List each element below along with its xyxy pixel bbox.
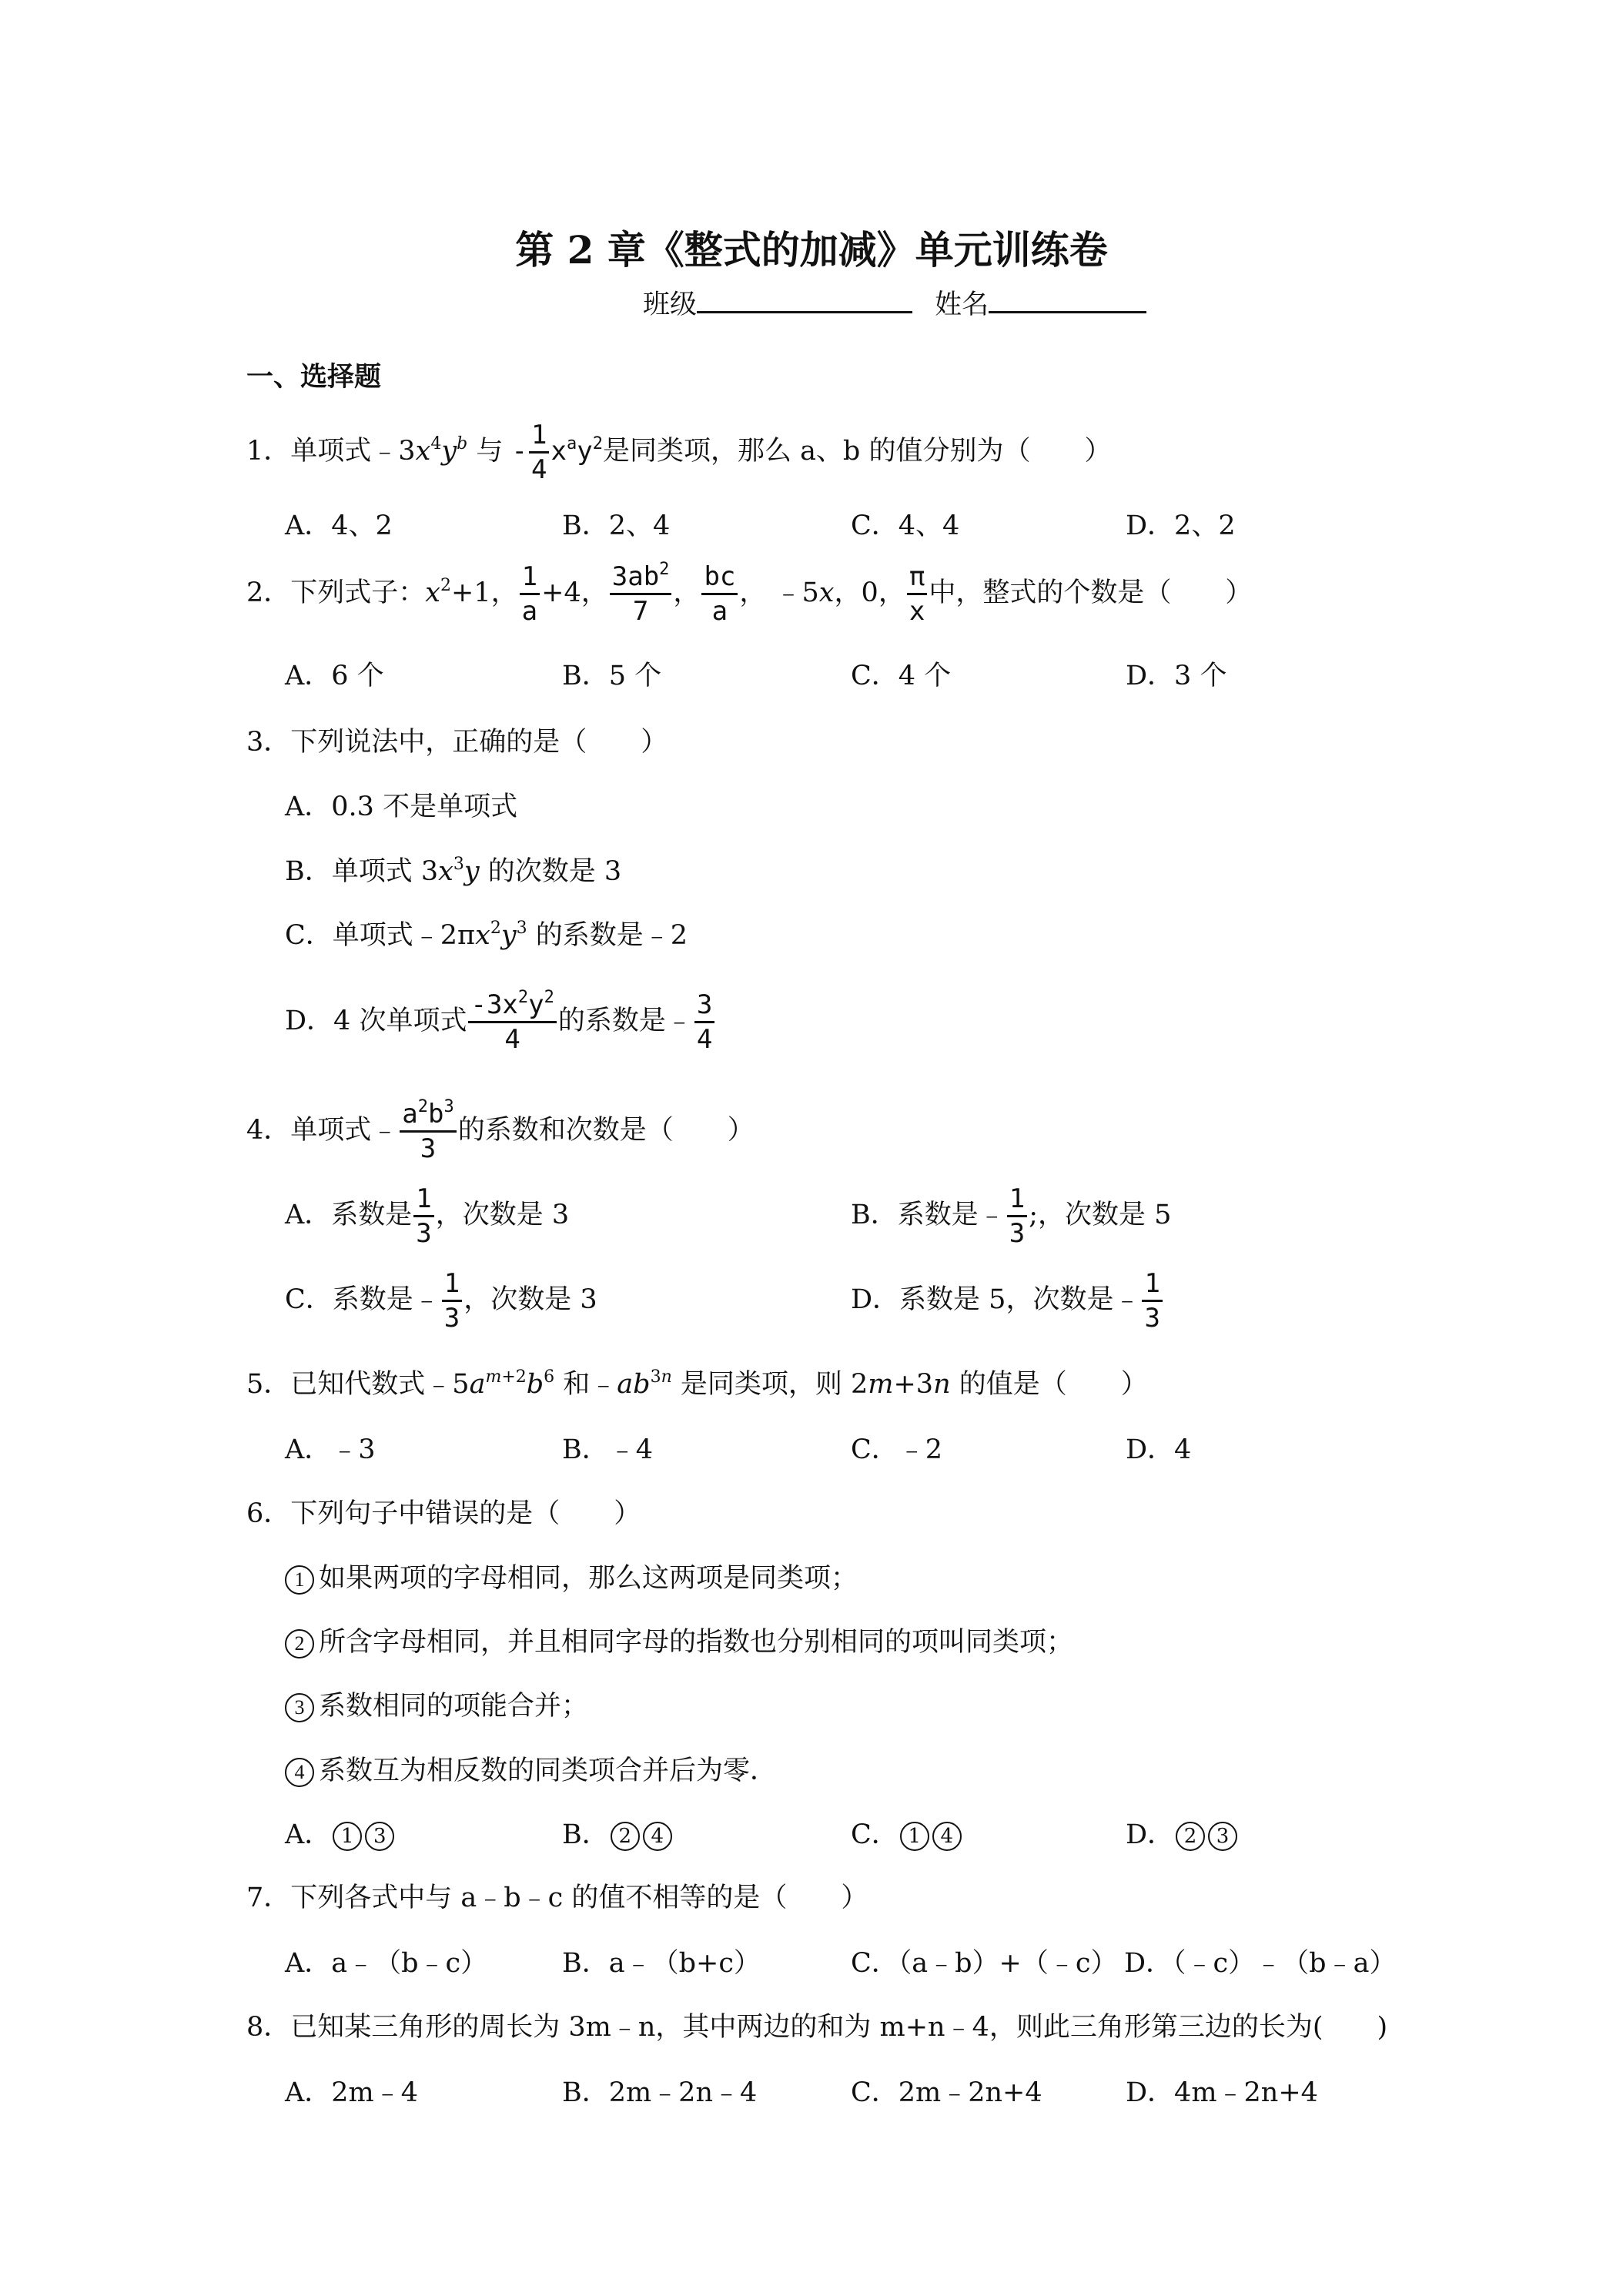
q6-option-c[interactable]: C． 1 4 bbox=[851, 1813, 963, 1852]
q3-frac-monomial: $\frac{-3x^2y^2}{4}$ bbox=[468, 992, 556, 1053]
q4-option-a[interactable]: A．系数是 $\frac{1}{3}$ ，次数是 3 bbox=[285, 1183, 570, 1249]
q1-mid: 与 bbox=[476, 436, 504, 467]
q8-option-a[interactable]: A．2m﹣4 bbox=[285, 2077, 419, 2108]
q6-statement-3: 3 系数相同的项能合并； bbox=[285, 1685, 588, 1723]
q5-option-c[interactable]: C．﹣2 bbox=[851, 1434, 943, 1465]
q7-option-d[interactable]: D．（﹣c）﹣（b﹣a） bbox=[1124, 1948, 1397, 1979]
question-8: 8．已知某三角形的周长为 3m﹣n，其中两边的和为 m+n﹣4，则此三角形第三边的长为( ) bbox=[246, 2012, 1388, 2043]
q3-frac-three-quarters: $\frac{3}{4}$ bbox=[694, 992, 714, 1053]
q4-option-b[interactable]: B．系数是﹣ $\frac{1}{3}$ ;，次数是 5 bbox=[851, 1183, 1172, 1249]
question-7: 7．下列各式中与 a﹣b﹣c 的值不相等的是（ ） bbox=[246, 1883, 868, 1913]
student-info-line bbox=[643, 283, 1146, 322]
q3-option-c[interactable]: C．单项式$﹣2\pi x^2y^3$ 的系数是﹣2 bbox=[285, 919, 688, 951]
q2-tail: 中，整式的个数是（ ） bbox=[929, 577, 1253, 608]
q7-option-b[interactable]: B．a﹣（b+c） bbox=[562, 1948, 761, 1979]
name-label: 姓名 bbox=[935, 290, 989, 320]
question-3: 3．下列说法中，正确的是（ ） bbox=[246, 727, 668, 758]
q2-pre: 下列式子： bbox=[290, 577, 426, 608]
q1-rest: 是同类项，那么 a、b 的值分别为（ ） bbox=[602, 436, 1112, 467]
q1-number: 1． bbox=[246, 436, 291, 467]
q4-frac-a2b3-over-3: $\frac{a^2b^3}{3}$ bbox=[400, 1101, 456, 1162]
q8-option-c[interactable]: C．2m﹣2n+4 bbox=[851, 2077, 1042, 2108]
q4-option-c[interactable]: C．系数是﹣ $\frac{1}{3}$ ，次数是 3 bbox=[285, 1268, 597, 1334]
q1-option-a[interactable]: A．4、2 bbox=[285, 510, 393, 541]
q5-option-a[interactable]: A．﹣3 bbox=[285, 1434, 376, 1465]
question-5: 5．已知代数式$﹣5a^{m+2}b^6$ 和$﹣ab^{3n}$ 是同类项，则 2m+3n 的值是（ ） bbox=[246, 1367, 1148, 1400]
q8-option-b[interactable]: B．2m﹣2n﹣4 bbox=[562, 2077, 758, 2108]
q1-option-d[interactable]: D．2、2 bbox=[1126, 510, 1236, 541]
q8-option-d[interactable]: D．4m﹣2n+4 bbox=[1126, 2077, 1318, 2108]
q2-frac-3ab2-over-7: $\frac{3ab^2}{7}$ bbox=[610, 564, 672, 624]
q6-option-d[interactable]: D． 2 3 bbox=[1126, 1813, 1239, 1852]
q3-option-a[interactable]: A．0.3 不是单项式 bbox=[285, 792, 518, 822]
q6-statement-4: 4 系数互为相反数的同类项合并后为零． bbox=[285, 1749, 777, 1788]
q4-option-d[interactable]: D．系数是 5，次数是﹣ $\frac{1}{3}$ bbox=[851, 1270, 1164, 1331]
q2-frac-bc-over-a: $\frac{bc}{a}$ bbox=[701, 564, 738, 624]
q6-statement-1: 1 如果两项的字母相同，那么这两项是同类项； bbox=[285, 1557, 858, 1595]
q5-option-b[interactable]: B．﹣4 bbox=[562, 1434, 653, 1465]
q3-option-d[interactable]: D．4 次单项式 $\frac{-3x^2y^2}{4}$ 的系数是﹣ $\frac{3}{4}$ bbox=[285, 992, 716, 1053]
q3-stem: 下列说法中，正确的是（ ） bbox=[290, 727, 668, 758]
q1-option-b[interactable]: B．2、4 bbox=[562, 510, 671, 541]
question-1: 1．单项式$﹣3x^4y^b$ 与 - $\frac{1}{4}$ $x^ay^2$是同类项，那么 a、b 的值分别为（ ） bbox=[246, 420, 1112, 485]
q2-option-c[interactable]: C．4 个 bbox=[851, 661, 952, 691]
q6-statement-2: 2 所含字母相同，并且相同字母的指数也分别相同的项叫同类项； bbox=[285, 1621, 1073, 1659]
q2-frac-pi-over-x: $\frac{\pi}{x}$ bbox=[907, 564, 927, 624]
q7-option-c[interactable]: C．（a﹣b）+（﹣c） bbox=[851, 1948, 1118, 1979]
q5-option-d[interactable]: D．4 bbox=[1126, 1434, 1192, 1465]
section-title: 一、选择题 bbox=[246, 361, 382, 393]
q2-frac-1-over-a: $\frac{1}{a}$ bbox=[520, 564, 540, 624]
class-blank bbox=[697, 288, 912, 313]
class-label: 班级 bbox=[643, 290, 698, 320]
q1-minus: - bbox=[511, 436, 527, 467]
question-4: 4．单项式﹣ $\frac{a^2b^3}{3}$ 的系数和次数是（ ） bbox=[246, 1097, 755, 1164]
q2-option-d[interactable]: D．3 个 bbox=[1126, 661, 1227, 691]
question-2: 2．下列式子：$x^2+1$， $\frac{1}{a}$ +4， $\frac{3ab^2}{7}$ ， $\frac{bc}{a}$ ， ﹣5x，0， $\frac{\pi}{x}$ 中，整式的个数是（ ） bbox=[246, 560, 1253, 627]
q2-option-a[interactable]: A．6 个 bbox=[285, 661, 384, 691]
q1-option-c[interactable]: C．4、4 bbox=[851, 510, 960, 541]
q6-option-a[interactable]: A． 1 3 bbox=[285, 1813, 396, 1852]
q7-option-a[interactable]: A．a﹣（b﹣c） bbox=[285, 1948, 488, 1979]
q2-option-b[interactable]: B．5 个 bbox=[562, 661, 662, 691]
name-blank bbox=[989, 288, 1146, 313]
question-6: 6．下列句子中错误的是（ ） bbox=[246, 1498, 641, 1529]
page-title: 第 2 章《整式的加减》单元训练卷 bbox=[515, 227, 1108, 273]
q6-option-b[interactable]: B． 2 4 bbox=[562, 1813, 674, 1852]
q1-fraction: $\frac{1}{4}$ bbox=[529, 422, 549, 483]
q3-option-b[interactable]: B．单项式 $3x^3y$ 的次数是 3 bbox=[285, 855, 622, 887]
q1-pre: 单项式 bbox=[290, 436, 372, 467]
